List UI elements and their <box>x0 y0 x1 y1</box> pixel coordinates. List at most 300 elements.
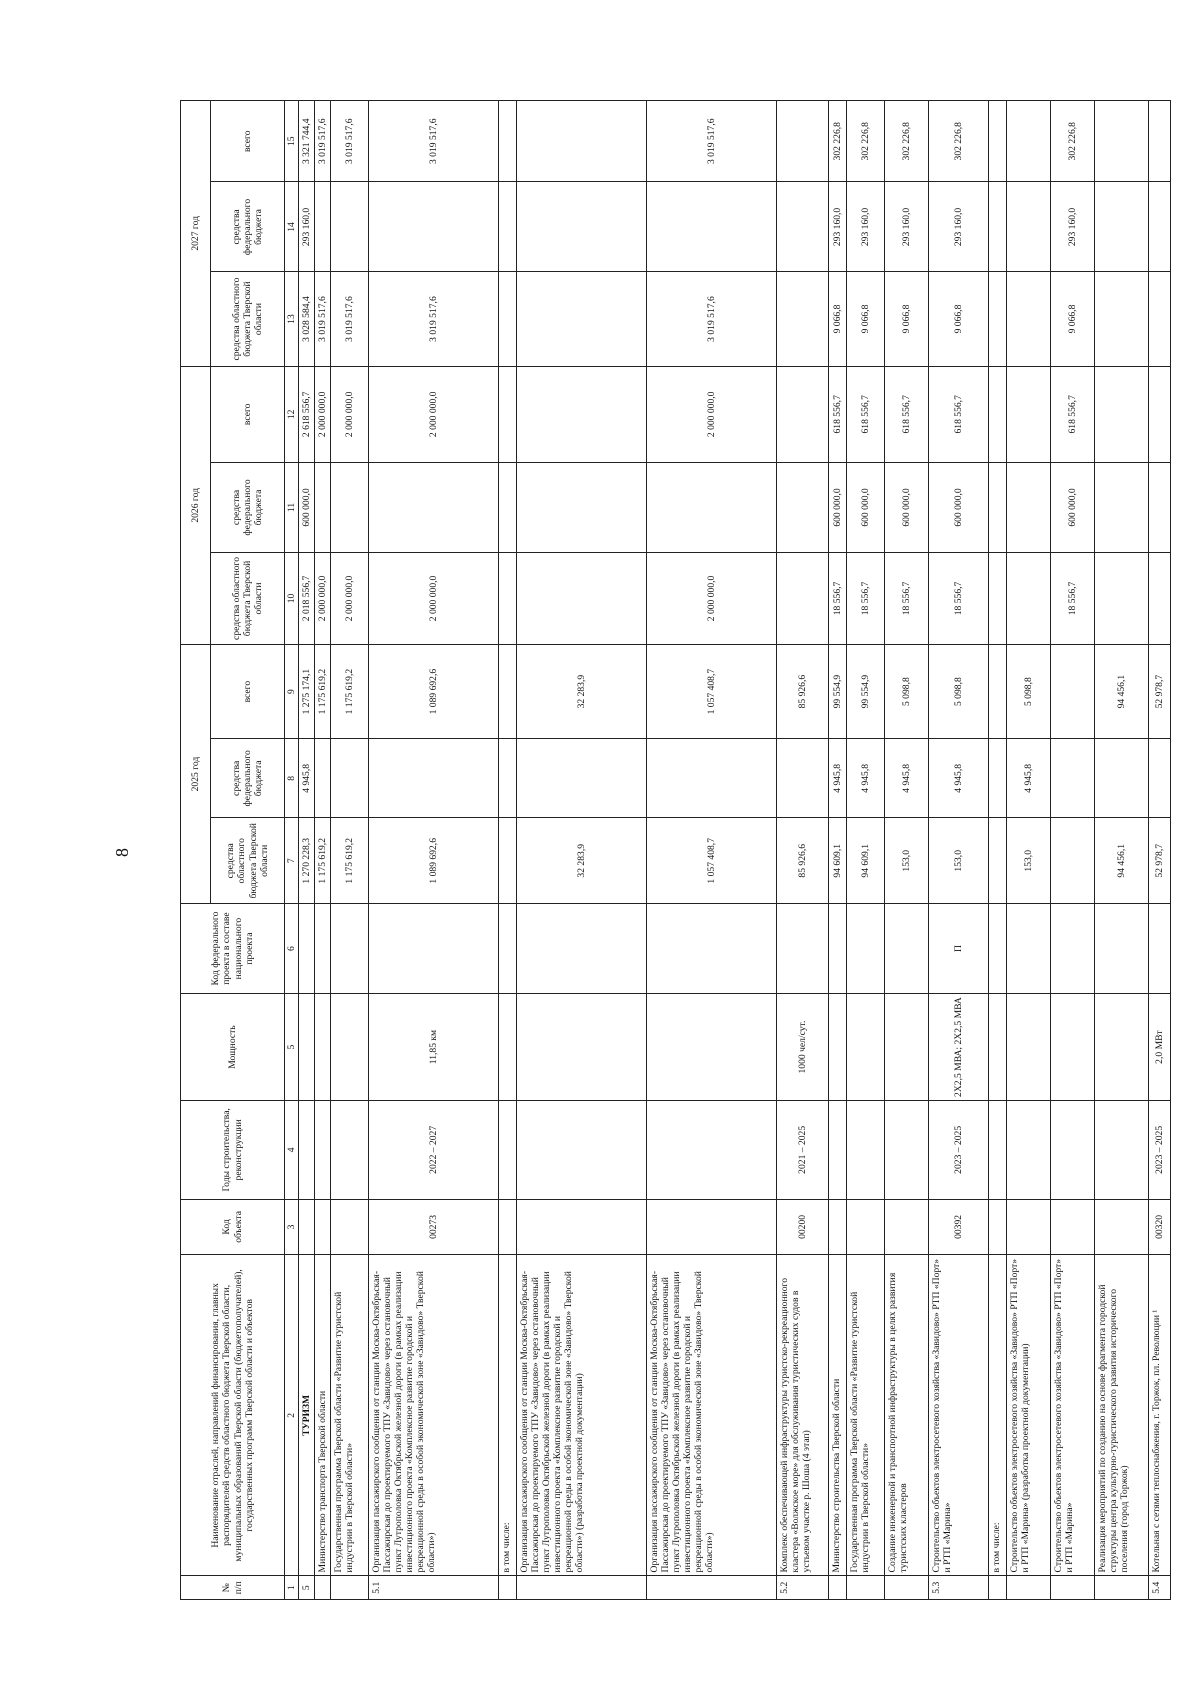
cell-f26 <box>369 463 499 553</box>
cell-fed: П <box>929 904 989 994</box>
header-total-2026: всего <box>211 366 285 462</box>
cell-years <box>499 1101 517 1200</box>
cell-code <box>315 1199 331 1255</box>
cell-r25: 1 057 408,7 <box>647 818 777 904</box>
table-row <box>299 101 315 1600</box>
cell-capacity <box>989 994 1007 1101</box>
header-regional-2027: средства областного бюджета Тверской области <box>211 272 285 366</box>
cell-name: Министерство строительства Тверской области <box>829 1255 847 1576</box>
cell-f26 <box>315 463 331 553</box>
cell-code: 00320 <box>1149 1199 1171 1255</box>
cell-t27: 3 019 517,6 <box>331 101 369 182</box>
cell-r27: 3 019 517,6 <box>647 272 777 366</box>
table-row <box>369 101 499 1600</box>
table-row <box>647 101 777 1600</box>
table-row <box>885 101 929 1600</box>
cell-years: 2023 – 2025 <box>929 1101 989 1200</box>
cell-fed <box>829 904 847 994</box>
cell-f25 <box>331 739 369 818</box>
cell-no <box>989 1576 1007 1600</box>
cell-r27 <box>989 272 1007 366</box>
cell-f26 <box>499 463 517 553</box>
cell-name: Организация пассажирского сообщения от станции Москва-Октябрьская-Пассажирская до проектируемого ТПУ «Завидово» через остановочный пункт Лутрополовка Октябрьской железной дороги (в рамках реализации инвестиционного проекта «Комплексное развитие городской и рекреационной среды в особой экономической зоне «Завидово» Тверской области») <box>647 1255 777 1576</box>
column-index-cell: 8 <box>285 739 299 818</box>
cell-capacity <box>499 994 517 1101</box>
table-row <box>517 101 647 1600</box>
cell-r25: 94 609,1 <box>847 818 885 904</box>
cell-name: Реализация мероприятий по созданию на основе фрагмента городской структуры центра культурно-туристического развития исторического поселения (город Торжок) <box>1095 1255 1149 1576</box>
cell-t26: 618 556,7 <box>847 366 885 462</box>
cell-r26: 18 556,7 <box>847 552 885 644</box>
cell-f26 <box>989 463 1007 553</box>
table-row <box>315 101 331 1600</box>
cell-f27: 293 160,0 <box>299 182 315 272</box>
cell-code <box>1051 1199 1095 1255</box>
cell-r27 <box>1007 272 1051 366</box>
cell-r26: 2 000 000,0 <box>369 552 499 644</box>
cell-no <box>315 1576 331 1600</box>
header-object-code: Код объекта <box>181 1199 285 1255</box>
cell-f25 <box>369 739 499 818</box>
cell-name: Комплекс обеспечивающей инфраструктуры туристско-рекреационного кластера «Волжское море» для обслуживания туристических судов в устьевом участке р. Шоша (4 этап) <box>777 1255 829 1576</box>
cell-fed <box>1095 904 1149 994</box>
cell-capacity <box>331 994 369 1101</box>
cell-t25: 5 098,8 <box>1007 645 1051 739</box>
cell-capacity <box>1007 994 1051 1101</box>
cell-t26: 618 556,7 <box>829 366 847 462</box>
cell-t27 <box>989 101 1007 182</box>
cell-t26: 2 618 556,7 <box>299 366 315 462</box>
cell-f27 <box>499 182 517 272</box>
cell-f25: 4 945,8 <box>847 739 885 818</box>
table-row <box>847 101 885 1600</box>
cell-t25: 1 275 174,1 <box>299 645 315 739</box>
cell-no <box>847 1576 885 1600</box>
cell-r26: 2 018 556,7 <box>299 552 315 644</box>
cell-capacity <box>885 994 929 1101</box>
cell-t27: 3 019 517,6 <box>315 101 331 182</box>
cell-fed <box>1007 904 1051 994</box>
cell-f26 <box>1149 463 1171 553</box>
cell-r25: 153,0 <box>929 818 989 904</box>
cell-t27: 3 019 517,6 <box>369 101 499 182</box>
cell-no: 5.3 <box>929 1576 989 1600</box>
cell-t26 <box>989 366 1007 462</box>
cell-fed <box>777 904 829 994</box>
cell-name: Организация пассажирского сообщения от станции Москва-Октябрьская-Пассажирская до проектируемого ТПУ «Завидово» через остановочный пункт Лутрополовка Октябрьской железной дороги (в рамках реализации инвестиционного проекта «Комплексное развитие городской и рекреационной среды в особой экономической зоне «Завидово» Тверской области») <box>369 1255 499 1576</box>
cell-r26 <box>1007 552 1051 644</box>
cell-f26 <box>1007 463 1051 553</box>
cell-r26: 2 000 000,0 <box>331 552 369 644</box>
cell-r25: 52 978,7 <box>1149 818 1171 904</box>
column-index-cell: 15 <box>285 101 299 182</box>
cell-years: 2022 – 2027 <box>369 1101 499 1200</box>
cell-t26: 2 000 000,0 <box>315 366 331 462</box>
cell-code <box>499 1199 517 1255</box>
cell-t25: 1 089 692,6 <box>369 645 499 739</box>
table-row <box>829 101 847 1600</box>
header-total-2025: всего <box>211 645 285 739</box>
cell-f26: 600 000,0 <box>929 463 989 553</box>
column-index-cell: 3 <box>285 1199 299 1255</box>
cell-fed <box>299 904 315 994</box>
header-capacity: Мощность <box>181 994 285 1101</box>
cell-code <box>847 1199 885 1255</box>
cell-f27 <box>777 182 829 272</box>
cell-r27 <box>777 272 829 366</box>
cell-t25: 1 175 619,2 <box>315 645 331 739</box>
cell-fed <box>885 904 929 994</box>
cell-fed <box>847 904 885 994</box>
table-row <box>331 101 369 1600</box>
cell-capacity: 1000 чел/сут. <box>777 994 829 1101</box>
cell-fed <box>369 904 499 994</box>
cell-no <box>1051 1576 1095 1600</box>
column-index-cell: 4 <box>285 1101 299 1200</box>
cell-years <box>315 1101 331 1200</box>
cell-no: 5.1 <box>369 1576 499 1600</box>
cell-no: 5 <box>299 1576 315 1600</box>
cell-years <box>989 1101 1007 1200</box>
cell-t27: 3 321 744,4 <box>299 101 315 182</box>
cell-capacity <box>299 994 315 1101</box>
cell-f27 <box>1007 182 1051 272</box>
cell-t26: 2 000 000,0 <box>647 366 777 462</box>
cell-f25: 4 945,8 <box>929 739 989 818</box>
cell-no <box>517 1576 647 1600</box>
cell-name: Котельная с сетями теплоснабжения, г. Торжок, пл. Революции ¹ <box>1149 1255 1171 1576</box>
cell-fed <box>517 904 647 994</box>
cell-f27 <box>369 182 499 272</box>
cell-f26: 600 000,0 <box>885 463 929 553</box>
cell-f25 <box>1095 739 1149 818</box>
cell-years <box>1007 1101 1051 1200</box>
cell-t26 <box>777 366 829 462</box>
cell-f25 <box>989 739 1007 818</box>
cell-f26 <box>647 463 777 553</box>
cell-years <box>299 1101 315 1200</box>
cell-t26 <box>1095 366 1149 462</box>
header-federal-project-code: Код федерального проекта в составе национального проекта <box>181 904 285 994</box>
cell-name: Строительство объектов электросетевого хозяйства «Завидово» РТП «Порт» и РТП «Марина» (разработка проектной документации) <box>1007 1255 1051 1576</box>
cell-no <box>1007 1576 1051 1600</box>
column-index-cell: 14 <box>285 182 299 272</box>
cell-r26 <box>777 552 829 644</box>
cell-name: в том числе: <box>989 1255 1007 1576</box>
cell-f25 <box>1051 739 1095 818</box>
cell-f27 <box>331 182 369 272</box>
cell-r25: 85 926,6 <box>777 818 829 904</box>
cell-f26 <box>1095 463 1149 553</box>
table-body <box>299 101 1171 1600</box>
cell-fed <box>1149 904 1171 994</box>
cell-t27 <box>499 101 517 182</box>
cell-capacity <box>829 994 847 1101</box>
cell-f26: 600 000,0 <box>829 463 847 553</box>
cell-t25: 5 098,8 <box>885 645 929 739</box>
cell-r26: 18 556,7 <box>1051 552 1095 644</box>
cell-r27: 9 066,8 <box>929 272 989 366</box>
cell-t27 <box>1007 101 1051 182</box>
cell-t25: 52 978,7 <box>1149 645 1171 739</box>
cell-fed <box>1051 904 1095 994</box>
table-row <box>1007 101 1051 1600</box>
cell-r26: 2 000 000,0 <box>647 552 777 644</box>
page-number: 8 <box>112 848 132 857</box>
cell-no: 5.4 <box>1149 1576 1171 1600</box>
cell-r27: 3 019 517,6 <box>331 272 369 366</box>
table-row <box>1149 101 1171 1600</box>
cell-f25: 4 945,8 <box>1007 739 1051 818</box>
cell-t27: 302 226,8 <box>885 101 929 182</box>
cell-r27 <box>499 272 517 366</box>
cell-years <box>1051 1101 1095 1200</box>
cell-years <box>1095 1101 1149 1200</box>
cell-code <box>1095 1199 1149 1255</box>
cell-t26 <box>1149 366 1171 462</box>
cell-f27 <box>315 182 331 272</box>
cell-code <box>829 1199 847 1255</box>
cell-f27 <box>989 182 1007 272</box>
cell-t25: 99 554,9 <box>847 645 885 739</box>
cell-t25 <box>989 645 1007 739</box>
cell-r26 <box>517 552 647 644</box>
cell-r26: 18 556,7 <box>829 552 847 644</box>
cell-t27 <box>517 101 647 182</box>
cell-t27: 302 226,8 <box>847 101 885 182</box>
cell-t27: 3 019 517,6 <box>647 101 777 182</box>
cell-f26 <box>331 463 369 553</box>
cell-t26 <box>517 366 647 462</box>
cell-r26: 18 556,7 <box>885 552 929 644</box>
cell-code: 00200 <box>777 1199 829 1255</box>
cell-no <box>331 1576 369 1600</box>
cell-f27: 293 160,0 <box>1051 182 1095 272</box>
cell-code <box>517 1199 647 1255</box>
cell-f27: 293 160,0 <box>847 182 885 272</box>
cell-capacity: 11,85 км <box>369 994 499 1101</box>
cell-t26 <box>1007 366 1051 462</box>
cell-r25 <box>989 818 1007 904</box>
cell-t26: 618 556,7 <box>1051 366 1095 462</box>
cell-capacity <box>517 994 647 1101</box>
cell-f26 <box>517 463 647 553</box>
column-index-cell: 10 <box>285 552 299 644</box>
header-federal-2027: средства федерального бюджета <box>211 182 285 272</box>
cell-t27: 302 226,8 <box>1051 101 1095 182</box>
cell-code <box>885 1199 929 1255</box>
cell-r27: 3 019 517,6 <box>315 272 331 366</box>
cell-r25: 153,0 <box>885 818 929 904</box>
table-row <box>929 101 989 1600</box>
cell-name: Строительство объектов электросетевого хозяйства «Завидово» РТП «Порт» и РТП «Марина» <box>929 1255 989 1576</box>
cell-capacity <box>1051 994 1095 1101</box>
cell-f27 <box>517 182 647 272</box>
cell-capacity <box>1095 994 1149 1101</box>
cell-no <box>1095 1576 1149 1600</box>
cell-f25 <box>777 739 829 818</box>
cell-r26 <box>499 552 517 644</box>
header-year-2025: 2025 год <box>181 645 211 904</box>
cell-t27 <box>1149 101 1171 182</box>
column-index-cell: 9 <box>285 645 299 739</box>
cell-r25: 1 175 619,2 <box>331 818 369 904</box>
cell-f27: 293 160,0 <box>829 182 847 272</box>
cell-fed <box>499 904 517 994</box>
cell-years: 2023 – 2025 <box>1149 1101 1171 1200</box>
cell-f26: 600 000,0 <box>847 463 885 553</box>
cell-t25 <box>499 645 517 739</box>
cell-f27 <box>1095 182 1149 272</box>
cell-t27: 302 226,8 <box>829 101 847 182</box>
cell-t27 <box>777 101 829 182</box>
column-index-cell: 11 <box>285 463 299 553</box>
cell-name: Создание инженерной и транспортной инфраструктуры в целях развития туристских кластеров <box>885 1255 929 1576</box>
cell-r25: 94 609,1 <box>829 818 847 904</box>
cell-years <box>885 1101 929 1200</box>
cell-t25: 1 175 619,2 <box>331 645 369 739</box>
cell-f25 <box>517 739 647 818</box>
cell-f25 <box>315 739 331 818</box>
header-federal-2025: средства федерального бюджета <box>211 739 285 818</box>
column-index-cell: 12 <box>285 366 299 462</box>
cell-t26: 2 000 000,0 <box>331 366 369 462</box>
cell-t25: 94 456,1 <box>1095 645 1149 739</box>
cell-name: Министерство транспорта Тверской области <box>315 1255 331 1576</box>
column-index-cell: 13 <box>285 272 299 366</box>
header-year-2027: 2027 год <box>181 101 211 367</box>
cell-code: 00392 <box>929 1199 989 1255</box>
cell-f27 <box>647 182 777 272</box>
cell-years <box>829 1101 847 1200</box>
table-row <box>989 101 1007 1600</box>
column-index-row <box>285 101 299 1600</box>
cell-t26: 618 556,7 <box>929 366 989 462</box>
cell-years: 2021 – 2025 <box>777 1101 829 1200</box>
column-index-cell: 2 <box>285 1255 299 1576</box>
cell-r27 <box>1149 272 1171 366</box>
cell-name: Государственная программа Тверской области «Развитие туристской индустрии в Тверской области» <box>847 1255 885 1576</box>
cell-t26: 2 000 000,0 <box>369 366 499 462</box>
cell-years <box>517 1101 647 1200</box>
cell-code: 00273 <box>369 1199 499 1255</box>
cell-r27: 3 028 584,4 <box>299 272 315 366</box>
cell-r25: 153,0 <box>1007 818 1051 904</box>
cell-no: 5.2 <box>777 1576 829 1600</box>
cell-capacity: 2,0 МВт <box>1149 994 1171 1101</box>
header-total-2027: всего <box>211 101 285 182</box>
cell-no <box>885 1576 929 1600</box>
cell-r25 <box>499 818 517 904</box>
cell-fed <box>315 904 331 994</box>
cell-fed <box>989 904 1007 994</box>
table-row <box>499 101 517 1600</box>
cell-f25 <box>1149 739 1171 818</box>
cell-code <box>647 1199 777 1255</box>
cell-name: Строительство объектов электросетевого хозяйства «Завидово» РТП «Порт» и РТП «Марина» <box>1051 1255 1095 1576</box>
cell-code <box>299 1199 315 1255</box>
cell-name: в том числе: <box>499 1255 517 1576</box>
cell-f25: 4 945,8 <box>829 739 847 818</box>
table-row <box>1095 101 1149 1600</box>
header-year-2026: 2026 год <box>181 366 211 644</box>
cell-capacity <box>315 994 331 1101</box>
cell-t27: 302 226,8 <box>929 101 989 182</box>
header-regional-2025: средства областного бюджета Тверской области <box>211 818 285 904</box>
cell-years <box>647 1101 777 1200</box>
cell-fed <box>647 904 777 994</box>
column-index-cell: 5 <box>285 994 299 1101</box>
cell-t25: 32 283,9 <box>517 645 647 739</box>
cell-f27 <box>1149 182 1171 272</box>
cell-r26 <box>1149 552 1171 644</box>
cell-t26 <box>499 366 517 462</box>
cell-name: Организация пассажирского сообщения от станции Москва-Октябрьская-Пассажирская до проектируемого ТПУ «Завидово» через остановочный пункт Лутрополовка Октябрьской железной дороги (в рамках реализации инвестиционного проекта «Комплексное развитие городской и рекреационной среды в особой экономической зоне «Завидово» Тверской области») (разработка проектной документации) <box>517 1255 647 1576</box>
cell-f25: 4 945,8 <box>885 739 929 818</box>
cell-r25 <box>1051 818 1095 904</box>
cell-no <box>829 1576 847 1600</box>
cell-r27: 9 066,8 <box>885 272 929 366</box>
cell-f25: 4 945,8 <box>299 739 315 818</box>
cell-f26 <box>777 463 829 553</box>
cell-r25: 32 283,9 <box>517 818 647 904</box>
cell-f25 <box>499 739 517 818</box>
header-no: № п/п <box>181 1576 285 1600</box>
cell-f26: 600 000,0 <box>299 463 315 553</box>
cell-name: Государственная программа Тверской области «Развитие туристской индустрии в Тверской области» <box>331 1255 369 1576</box>
column-index-cell: 1 <box>285 1576 299 1600</box>
cell-name: ТУРИЗМ <box>299 1255 315 1576</box>
cell-r27 <box>517 272 647 366</box>
header-years: Годы строительства, реконструкции <box>181 1101 285 1200</box>
cell-r25: 94 456,1 <box>1095 818 1149 904</box>
cell-capacity <box>847 994 885 1101</box>
table-row <box>777 101 829 1600</box>
cell-f26: 600 000,0 <box>1051 463 1095 553</box>
cell-years <box>847 1101 885 1200</box>
cell-r26 <box>1095 552 1149 644</box>
cell-code <box>1007 1199 1051 1255</box>
cell-no <box>499 1576 517 1600</box>
cell-t26: 618 556,7 <box>885 366 929 462</box>
cell-f27: 293 160,0 <box>929 182 989 272</box>
cell-capacity <box>647 994 777 1101</box>
cell-no <box>647 1576 777 1600</box>
cell-t25: 85 926,6 <box>777 645 829 739</box>
cell-r27: 3 019 517,6 <box>369 272 499 366</box>
rotated-table-container <box>180 100 1166 1600</box>
column-index-cell: 7 <box>285 818 299 904</box>
cell-r26 <box>989 552 1007 644</box>
header-regional-2026: средства областного бюджета Тверской области <box>211 552 285 644</box>
cell-t25: 5 098,8 <box>929 645 989 739</box>
column-index-cell: 6 <box>285 904 299 994</box>
header-name: Наименование отраслей, направлений финансирования, главных распорядителей средств областного бюджета Тверской области, муниципальных образований Тверской области (бюджетополучателей), государственных программ Тверской области и объектов <box>181 1255 285 1576</box>
table-row <box>1051 101 1095 1600</box>
cell-r25: 1 175 619,2 <box>315 818 331 904</box>
cell-t27 <box>1095 101 1149 182</box>
cell-years <box>331 1101 369 1200</box>
cell-t25: 99 554,9 <box>829 645 847 739</box>
cell-r27: 9 066,8 <box>847 272 885 366</box>
header-federal-2026: средства федерального бюджета <box>211 463 285 553</box>
cell-f27: 293 160,0 <box>885 182 929 272</box>
cell-fed <box>331 904 369 994</box>
cell-code <box>331 1199 369 1255</box>
cell-r26: 18 556,7 <box>929 552 989 644</box>
cell-r27 <box>1095 272 1149 366</box>
cell-r27: 9 066,8 <box>829 272 847 366</box>
